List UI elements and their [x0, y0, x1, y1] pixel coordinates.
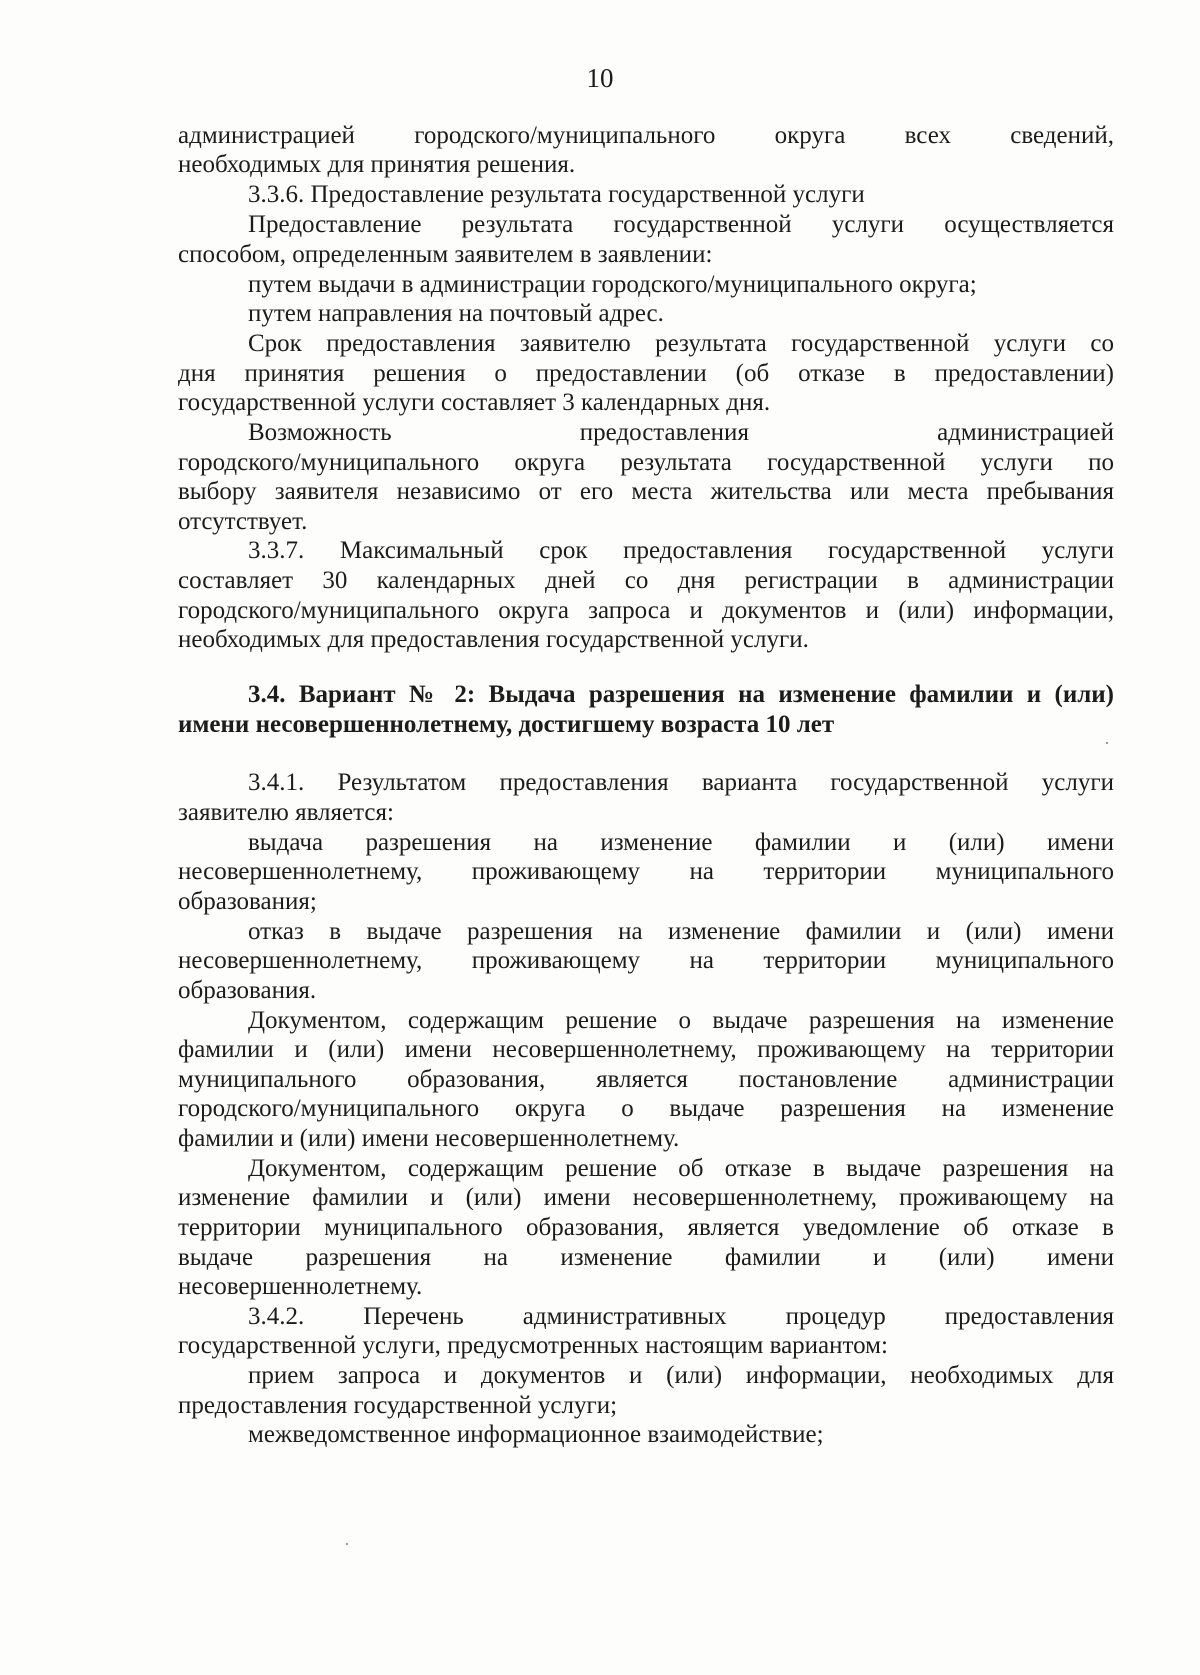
text-line: Возможность предоставления администрацией: [248, 419, 1114, 446]
text-line: Предоставление результата государственной услуги осуществляется: [248, 211, 1114, 238]
text-line: фамилии и (или) имени несовершеннолетнему, проживающему на территории: [178, 1036, 1114, 1063]
scan-speck: [1106, 742, 1108, 744]
text-line: межведомственное информационное взаимодействие;: [248, 1421, 824, 1448]
text-line: выдаче разрешения на изменение фамилии и (или) имени: [178, 1244, 1114, 1271]
text-line: городского/муниципального округа о выдаче разрешения на изменение: [178, 1095, 1114, 1122]
text-line: 3.4.2. Перечень административных процедур предоставления: [248, 1303, 1114, 1330]
text-line: заявителю является:: [178, 799, 394, 826]
text-line: путем выдачи в администрации городского/муниципального округа;: [248, 271, 977, 298]
text-line: образования;: [178, 888, 317, 915]
text-line: дня принятия решения о предоставлении (об отказе в предоставлении): [178, 360, 1114, 387]
text-line: образования.: [178, 977, 317, 1004]
text-line: несовершеннолетнему.: [178, 1273, 423, 1300]
text-line: государственной услуги составляет 3 календарных дня.: [178, 389, 771, 416]
text-line: 3.3.6. Предоставление результата государственной услуги: [248, 181, 865, 208]
text-line: отказ в выдаче разрешения на изменение фамилии и (или) имени: [248, 918, 1114, 945]
text-line: путем направления на почтовый адрес.: [248, 300, 664, 327]
text-line: городского/муниципального округа результата государственной услуги по: [178, 449, 1114, 476]
text-line: администрацией городского/муниципального округа всех сведений,: [178, 122, 1114, 149]
text-line: фамилии и (или) имени несовершеннолетнему.: [178, 1125, 680, 1152]
section-heading: имени несовершеннолетнему, достигшему возраста 10 лет: [178, 711, 835, 738]
text-line: отсутствует.: [178, 508, 308, 535]
text-line: способом, определенным заявителем в заявлении:: [178, 241, 713, 268]
text-line: Документом, содержащим решение о выдаче разрешения на изменение: [248, 1007, 1114, 1034]
text-line: несовершеннолетнему, проживающему на территории муниципального: [178, 947, 1114, 974]
scan-speck: [346, 1543, 348, 1545]
text-line: необходимых для принятия решения.: [178, 151, 576, 178]
text-line: Срок предоставления заявителю результата государственной услуги со: [248, 330, 1114, 357]
text-line: государственной услуги, предусмотренных настоящим вариантом:: [178, 1332, 888, 1359]
text-line: необходимых для предоставления государственной услуги.: [178, 626, 809, 653]
text-line: предоставления государственной услуги;: [178, 1392, 618, 1419]
text-line: несовершеннолетнему, проживающему на территории муниципального: [178, 858, 1114, 885]
page-number: 10: [586, 63, 614, 93]
text-line: изменение фамилии и (или) имени несовершеннолетнему, проживающему на: [178, 1184, 1114, 1211]
text-line: 3.3.7. Максимальный срок предоставления государственной услуги: [248, 537, 1114, 564]
text-line: городского/муниципального округа запроса и документов и (или) информации,: [178, 597, 1114, 624]
text-line: выбору заявителя независимо от его места жительства или места пребывания: [178, 478, 1114, 505]
text-line: 3.4.1. Результатом предоставления варианта государственной услуги: [248, 769, 1114, 796]
text-line: прием запроса и документов и (или) информации, необходимых для: [248, 1362, 1114, 1389]
text-line: выдача разрешения на изменение фамилии и (или) имени: [248, 829, 1114, 856]
text-line: муниципального образования, является постановление администрации: [178, 1066, 1114, 1093]
text-line: территории муниципального образования, является уведомление об отказе в: [178, 1214, 1114, 1241]
text-line: составляет 30 календарных дней со дня регистрации в администрации: [178, 567, 1114, 594]
section-heading: 3.4. Вариант № 2: Выдача разрешения на изменение фамилии и (или): [248, 681, 1114, 708]
text-line: Документом, содержащим решение об отказе в выдаче разрешения на: [248, 1155, 1114, 1182]
